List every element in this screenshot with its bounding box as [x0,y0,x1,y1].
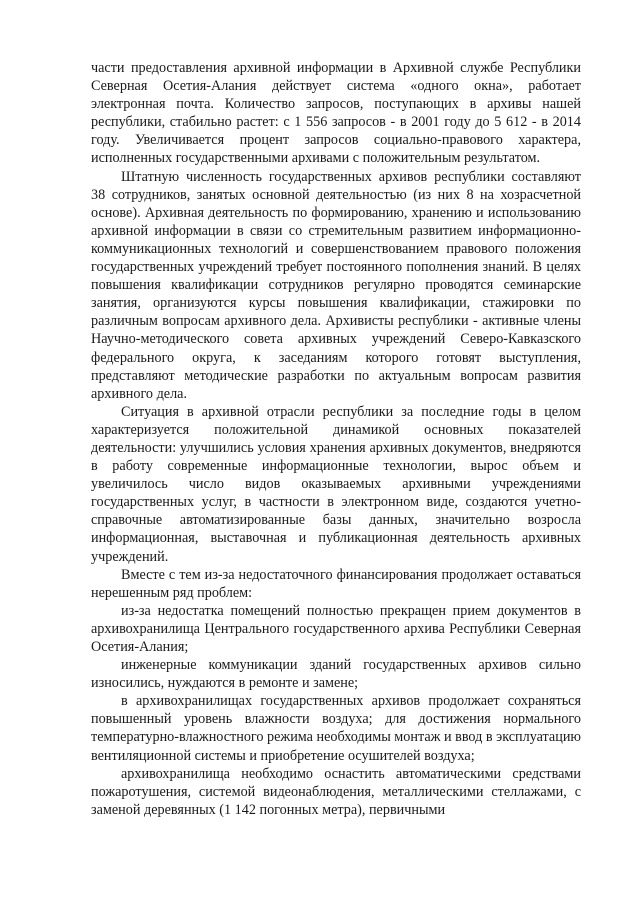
paragraph-staff: Штатную численность государственных архивов республики составляют 38 сотрудников, занятых основной деятельностью (из них 8 на хозрасчетной основе). Архивная деятельность по формированию, хранению и использованию архивной информации в связи со стремительным развитием информационно-коммуникационных технологий и совершенствованием правового положения государственных учреждений требует постоянного пополнения знаний. В целях повышения квалификации сотрудников регулярно проводятся семинарские занятия, организуются курсы повышения квалификации, стажировки по различным вопросам архивного дела. Архивисты республики - активные члены Научно-методического совета архивных учреждений Северо-Кавказского федерального округа, к заседаниям которого готовят выступления, представляют методические разработки по актуальным вопросам развития архивного дела. [91,168,581,402]
paragraph-problem-humidity: в архивохранилищах государственных архивов продолжает сохраняться повышенный уровень влажности воздуха; для достижения нормального температурно-влажностного режима необходимы монтаж и ввод в эксплуатацию вентиляционной системы и приобретение осушителей воздуха; [91,693,582,764]
document-body [91,59,581,819]
paragraph-problems-intro: Вместе с тем из-за недостаточного финансирования продолжает оставаться нерешенным ряд проблем: [91,566,581,601]
paragraph-problem-equipment: архивохранилища необходимо оснастить автоматическими средствами пожаротушения, системой видеонаблюдения, металлическими стеллажами, с заменой деревянных (1 142 погонных метра), первичными [91,765,581,818]
paragraph-situation: Ситуация в архивной отрасли республики за последние годы в целом характеризуется положительной динамикой основных показателей деятельности: улучшились условия хранения архивных документов, внедряются в работу современные информационные технологии, вырос объем и увеличилось число видов оказываемых архивными учреждениями государственных услуг, в частности в электронном виде, создаются учетно-справочные автоматизированные базы данных, значительно возросла информационная, выставочная и публикационная деятельность архивных учреждений. [91,403,581,565]
paragraph-problem-premises: из-за недостатка помещений полностью прекращен прием документов в архивохранилища Центрального государственного архива Республики Северная Осетия-Алания; [91,602,581,655]
paragraph-problem-communications: инженерные коммуникации зданий государственных архивов сильно износились, нуждаются в ремонте и замене; [91,657,581,692]
paragraph-archive-requests: части предоставления архивной информации в Архивной службе Республики Северная Осетия-Алания действует система «одного окна», работает электронная почта. Количество запросов, поступающих в архивы нашей республики, стабильно растет: с 1 556 запросов - в 2001 году до 5 612 - в 2014 году. Увеличивается процент запросов социально-правового характера, исполненных государственными архивами с положительным результатом. [91,60,581,167]
